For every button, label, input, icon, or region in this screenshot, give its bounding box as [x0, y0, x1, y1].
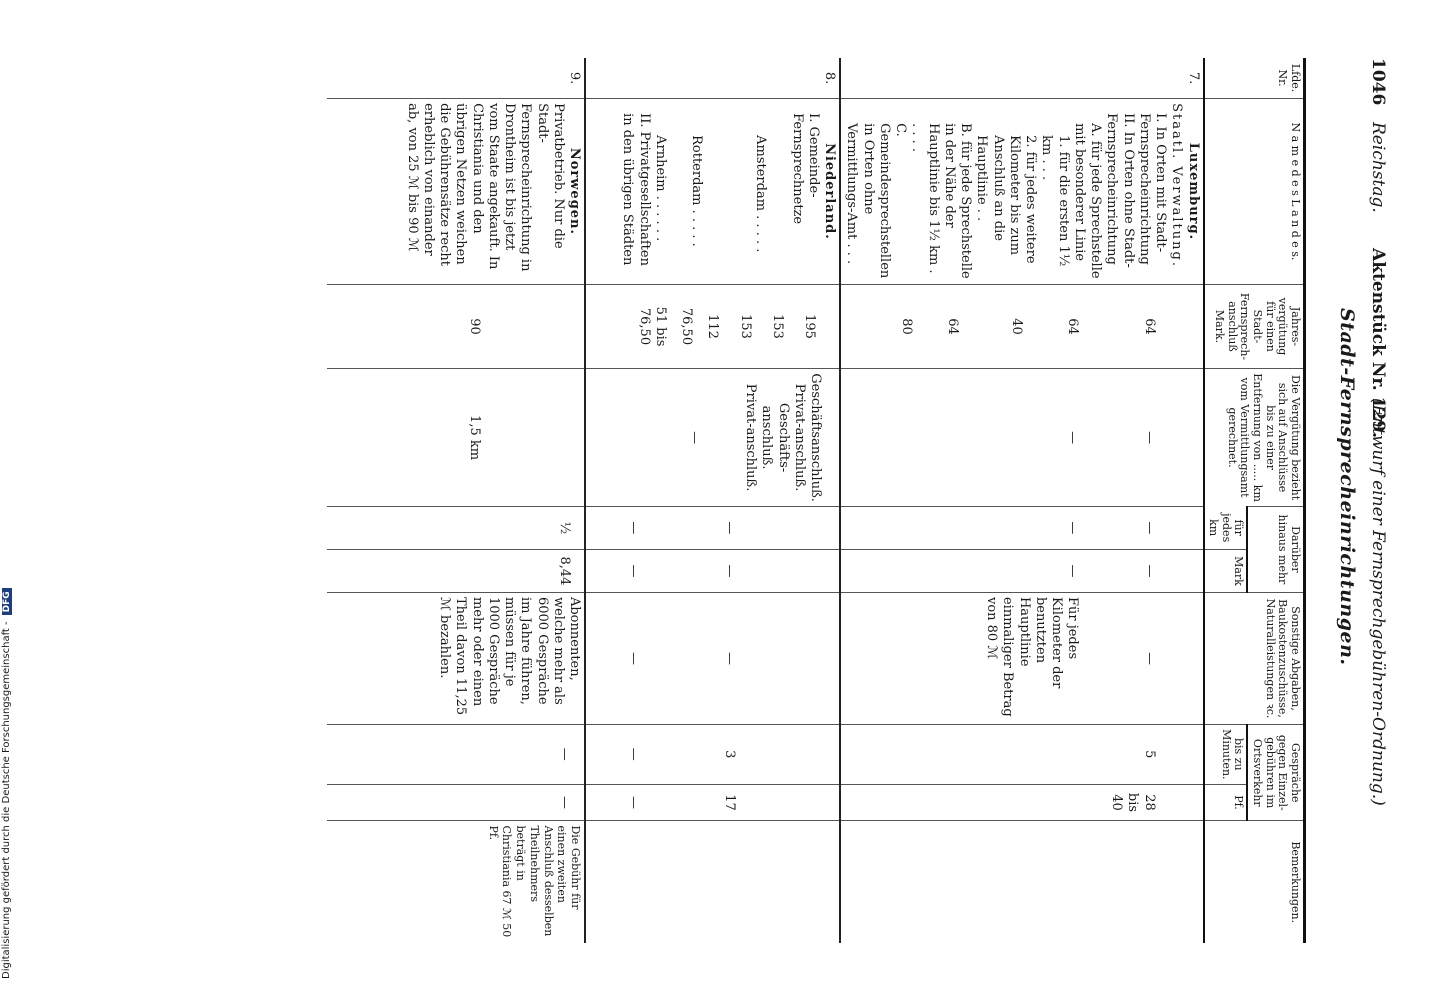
digitization-note — [0, 0, 18, 1000]
table-row — [840, 58, 1204, 943]
row-pf: 17 — — [585, 784, 840, 821]
row-number: 7. — [840, 58, 1204, 99]
col-jahres: Jahres-vergütung für einen Stadt-Fernsprech-anschluß Mark. — [1204, 284, 1305, 368]
col-vergutung: Die Vergütung bezieht sich auf Anschlüsse bis zu einer Entfernung von ..... km vom Vermittlungsamt gerechnet. — [1204, 369, 1305, 507]
row-sonstige: — Für jedes Kilometer der benutzten Hauptlinie einmaliger Betrag von 80 ℳ — [840, 592, 1204, 724]
col-name: N a m e d e s L a n d e s. — [1204, 99, 1305, 285]
country-name: Niederland. — [822, 143, 838, 240]
row-number: 9. — [327, 58, 585, 99]
row-sonstige: — — — [585, 592, 840, 724]
col-sonstige: Sonstige Abgaben, Baukostenzuschüsse, Naturalleistungen ꝛc. — [1204, 592, 1305, 724]
row-jahres: 90 — [327, 284, 585, 368]
col-bis-minuten: bis zu Minuten. — [1204, 725, 1248, 784]
row-name: Niederland. I. Gemeinde-Fernsprechnetze Amsterdam . . . . . Rotterdam . . . . . Arnheim . . . . . . II. Privatgesellschaften in den übrigen Städten — [585, 99, 840, 285]
document-page — [50, 58, 1390, 943]
row-jahres: 195 153 153 112 76,50 51 bis 76,50 — [585, 284, 840, 368]
running-head-reichstag: Reichstag. — [1368, 122, 1388, 213]
row-vergutung: 1,5 km — [327, 369, 585, 507]
fee-table — [327, 58, 1306, 943]
row-pf: 28 bis 40 — [840, 784, 1204, 821]
row-mark: 8,44 — [327, 549, 585, 592]
page-number: 1046 — [1368, 58, 1388, 106]
row-vergutung: — — — [840, 369, 1204, 507]
row-mark: — — — [840, 549, 1204, 592]
row-name: Luxemburg. Staatl. Verwaltung. I. In Orten mit Stadt-Fernsprecheinrichtung II. In Orten ohne Stadt-Fernsprecheinrichtung A. für jede Sprechstelle mit besonderer Linie 1. für die ersten 1½ km . . . 2. für jedes weitere Kilometer bis zum Anschluß an die Hauptlinie . . B. für jede Sprechstelle in der Nähe der Hauptlinie bis 1½ km . . . . . C. Gemeindesprechstellen in Orten ohne Vermittlungs-Amt . . . — [840, 99, 1204, 285]
row-bemerkungen — [585, 821, 840, 943]
col-jahres-unit: Mark. — [1213, 309, 1227, 344]
running-head-entwurf: (Entwurf einer Fernsprechgebühren-Ordnung.) — [1368, 398, 1388, 806]
row-fur-km: ½ — [327, 506, 585, 549]
country-name: Norwegen. — [567, 147, 583, 236]
row-bis: 3 — — [585, 725, 840, 784]
col-gesprache: Gespräche gegen Einzel-gebühren im Ortsverkehr — [1247, 725, 1304, 821]
table-row — [327, 58, 585, 943]
row-name: Norwegen. Privatbetrieb. Nur die Stadt-Fernsprecheinrichtung in Drontheim ist bis jetzt vom Staate angekauft. In Christiania und den übrigen Netzen weichen die Gebührensätze recht erheblich von einander ab, von 25 ℳ bis 90 ℳ — [327, 99, 585, 285]
row-pf: — — [327, 784, 585, 821]
row-mark: — — — [585, 549, 840, 592]
page-header — [1334, 58, 1390, 943]
col-bemerkungen: Bemerkungen. — [1204, 821, 1305, 943]
row-bemerkungen — [840, 821, 1204, 943]
running-head-aktenstueck: Aktenstück Nr. 129. — [1368, 248, 1388, 439]
col-mark: Mark — [1204, 549, 1248, 592]
row-bis: 5 — [840, 725, 1204, 784]
col-fur-jedes-km: für jedes km — [1204, 506, 1248, 549]
row-fur-km: — — — [840, 506, 1204, 549]
row-vergutung: Geschäftsanschluß. Privat-anschluß. Geschäfts-anschluß. Privat-anschluß. — — [585, 369, 840, 507]
page-title: Stadt-Fernsprecheinrichtungen. — [1336, 308, 1358, 666]
country-name: Luxemburg. — [1185, 142, 1201, 241]
col-pf: Pf. — [1204, 784, 1248, 821]
row-fur-km: — — — [585, 506, 840, 549]
row-bemerkungen: Die Gebühr für einen zweiten Anschluß desselben Theilnehmers beträgt in Christiania 67 ℳ 50 Pf. — [327, 821, 585, 943]
row-jahres: 64 64 40 64 80 — [840, 284, 1204, 368]
row-sonstige: Abonnenten, welche mehr als 6000 Gespräche im Jahre führen, müssen für je 1000 Gespräche mehr oder einen Theil davon 11,25 ℳ bezahlen. — [327, 592, 585, 724]
row-bis: — — [327, 725, 585, 784]
digitization-note-text: Digitalisierung gefördert durch die Deutsche Forschungsgemeinschaft -DFG — [1, 0, 19, 999]
row-number: 8. — [585, 58, 840, 99]
dfg-logo: DFG — [2, 588, 12, 615]
col-nr: Lfde. Nr. — [1204, 58, 1305, 99]
table-row — [585, 58, 840, 943]
col-daruber: Darüber hinaus mehr — [1247, 506, 1304, 592]
